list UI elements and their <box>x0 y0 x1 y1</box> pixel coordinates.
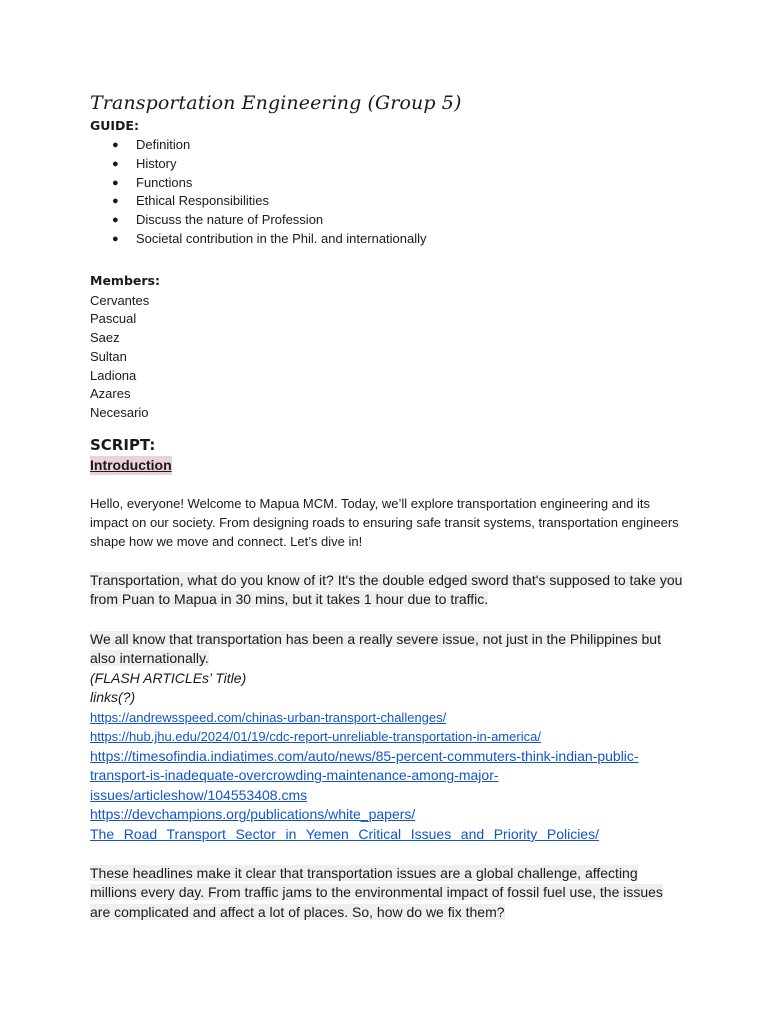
document-page <box>90 90 686 922</box>
script-label: SCRIPT: <box>90 435 156 454</box>
bullet-icon: ● <box>112 139 119 151</box>
list-item <box>90 155 686 174</box>
member-name: Pascual <box>90 311 137 327</box>
guide-list <box>90 136 686 249</box>
bullet-icon: ● <box>112 195 119 208</box>
guide-item-functions: Functions <box>136 174 193 190</box>
bullet-icon: ● <box>112 214 119 227</box>
list-item <box>90 174 686 193</box>
members-list <box>90 292 686 423</box>
list-item <box>90 211 686 230</box>
member-name: Azares <box>90 386 131 402</box>
issue-text: We all know that transportation has been a really severe issue, not just in the Philippines but also internationally. <box>90 630 661 667</box>
member-name: Cervantes <box>90 292 150 308</box>
guide-item-ethics: Ethical Responsibilities <box>136 193 269 209</box>
reference-link[interactable]: https://hub.jhu.edu/2024/01/19/cdc-report-unreliable-transportation-in-america/ <box>90 729 541 745</box>
guide-item-history: History <box>136 155 177 171</box>
list-item <box>90 192 686 211</box>
closing-paragraph <box>90 864 686 923</box>
guide-item-societal: Societal contribution in the Phil. and internationally <box>136 230 427 246</box>
list-item <box>90 136 686 155</box>
bullet-icon: ● <box>112 176 119 189</box>
reference-link[interactable]: https://devchampions.org/publications/white_papers/ <box>90 806 416 823</box>
closing-text: These headlines make it clear that transportation issues are a global challenge, affecting millions every day. From traffic jams to the environmental impact of fossil fuel use, the issues are complicated and affect a lot of places. So, how do we fix them? <box>90 864 663 920</box>
question-paragraph <box>90 571 686 610</box>
flash-articles-note: (FLASH ARTICLEs’ Title) <box>90 669 247 686</box>
member-name: Necesario <box>90 405 149 420</box>
intro-paragraph: Hello, everyone! Welcome to Mapua MCM. Today, we’ll explore transportation engineering and its impact on our society. From designing roads to ensuring safe transit systems, transportation engineers shape how we move and connect. Let’s dive in! <box>90 495 679 550</box>
members-label: Members: <box>90 272 160 288</box>
guide-item-definition: Definition <box>136 137 191 152</box>
bullet-icon: ● <box>112 157 119 170</box>
list-item <box>90 230 686 249</box>
reference-links <box>90 708 686 845</box>
issue-paragraph <box>90 630 686 669</box>
guide-label: GUIDE: <box>90 118 139 133</box>
member-name: Ladiona <box>90 367 137 383</box>
reference-link[interactable]: The Road Transport Sector in Yemen Critical Issues and Priority Policies/ <box>90 825 599 842</box>
reference-link[interactable]: https://timesofindia.indiatimes.com/auto/news/85-percent-commuters-think-indian-public-transport-is-inadequate-overcrowding-maintenance-among-major-issues/articleshow/104553408.cms <box>90 747 639 803</box>
document-title: Transportation Engineering (Group 5) <box>90 92 462 114</box>
bullet-icon: ● <box>112 232 119 245</box>
reference-link[interactable]: https://andrewsspeed.com/chinas-urban-transport-challenges/ <box>90 709 447 725</box>
guide-item-profession: Discuss the nature of Profession <box>136 212 324 228</box>
member-name: Saez <box>90 330 120 346</box>
question-text: Transportation, what do you know of it? It's the double edged sword that's supposed to take you from Puan to Mapua in 30 mins, but it takes 1 hour due to traffic. <box>90 571 683 608</box>
links-note: links(?) <box>90 689 136 706</box>
member-name: Sultan <box>90 348 127 364</box>
section-heading-introduction: Introduction <box>90 456 172 473</box>
